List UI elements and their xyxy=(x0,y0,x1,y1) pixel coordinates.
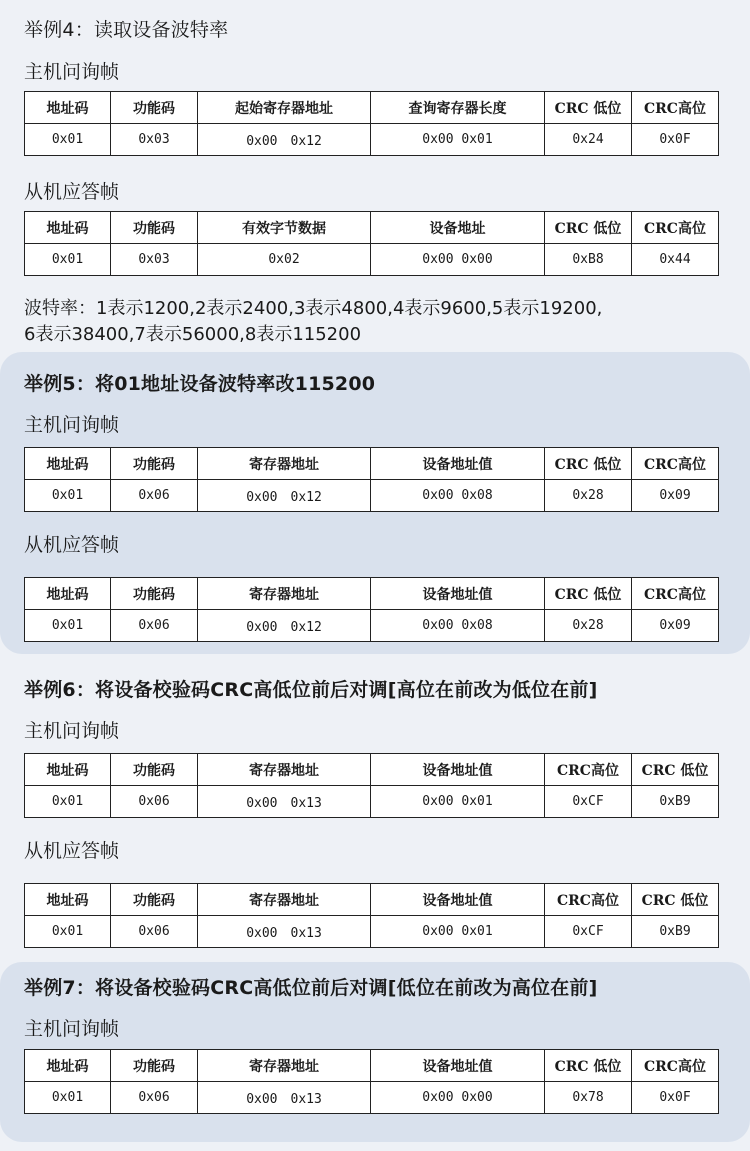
header-cell: 地址码 xyxy=(25,578,111,610)
header-cell: 设备地址值 xyxy=(371,754,545,786)
header-cell: 功能码 xyxy=(111,212,198,244)
table-header-row xyxy=(25,212,719,244)
value-cell: 0x00 0x12 xyxy=(198,124,371,156)
header-cell: CRC高位 xyxy=(632,1050,719,1082)
header-cell: 设备地址值 xyxy=(371,1050,545,1082)
table-row xyxy=(25,1082,719,1114)
table-header-row xyxy=(25,92,719,124)
header-cell: 功能码 xyxy=(111,1050,198,1082)
value-cell: 0x01 xyxy=(25,480,111,512)
value-cell: 0x06 xyxy=(111,610,198,642)
value-cell: 0x02 xyxy=(198,244,371,276)
value-cell: 0x00 0x13 xyxy=(198,786,371,818)
value-cell: 0x00 0x00 xyxy=(371,244,545,276)
header-cell: CRC高位 xyxy=(545,754,632,786)
value-cell: 0x78 xyxy=(545,1082,632,1114)
example6-master-table xyxy=(24,753,719,818)
table-row xyxy=(25,480,719,512)
value-cell: 0x00 0x00 xyxy=(371,1082,545,1114)
value-cell: 0x06 xyxy=(111,480,198,512)
table-row xyxy=(25,916,719,948)
header-cell: CRC 低位 xyxy=(545,578,632,610)
header-cell: CRC 低位 xyxy=(632,754,719,786)
table-header-row xyxy=(25,578,719,610)
value-cell: 0x0F xyxy=(632,1082,719,1114)
value-cell: 0x00 0x01 xyxy=(371,916,545,948)
example4-master-table xyxy=(24,91,719,156)
example5-title: 举例5：将01地址设备波特率改115200 xyxy=(24,373,376,395)
value-cell: 0x00 0x01 xyxy=(371,786,545,818)
value-cell: 0x00 0x08 xyxy=(371,610,545,642)
value-cell: 0x01 xyxy=(25,124,111,156)
value-cell: 0xB9 xyxy=(632,916,719,948)
value-cell: 0x00 0x12 xyxy=(198,480,371,512)
header-cell: 功能码 xyxy=(111,448,198,480)
value-cell: 0x28 xyxy=(545,610,632,642)
table-row xyxy=(25,610,719,642)
header-cell: CRC 低位 xyxy=(545,212,632,244)
table-row xyxy=(25,124,719,156)
example7-master-table xyxy=(24,1049,719,1114)
header-cell: 设备地址 xyxy=(371,212,545,244)
table-row xyxy=(25,786,719,818)
example5-slave-table xyxy=(24,577,719,642)
header-cell: 功能码 xyxy=(111,578,198,610)
value-cell: 0x28 xyxy=(545,480,632,512)
header-cell: 寄存器地址 xyxy=(198,754,371,786)
example4-title: 举例4：读取设备波特率 xyxy=(24,19,229,41)
example4-slave-label: 从机应答帧 xyxy=(24,181,120,203)
value-cell: 0xCF xyxy=(545,786,632,818)
value-cell: 0x0F xyxy=(632,124,719,156)
header-cell: 寄存器地址 xyxy=(198,448,371,480)
example5-master-table xyxy=(24,447,719,512)
header-cell: 地址码 xyxy=(25,92,111,124)
value-cell: 0x00 0x13 xyxy=(198,1082,371,1114)
value-cell: 0x01 xyxy=(25,786,111,818)
header-cell: 地址码 xyxy=(25,884,111,916)
header-cell: CRC高位 xyxy=(632,212,719,244)
example6-slave-table xyxy=(24,883,719,948)
header-cell: CRC高位 xyxy=(632,448,719,480)
example7-title: 举例7：将设备校验码CRC高低位前后对调[低位在前改为高位在前] xyxy=(24,977,598,999)
value-cell: 0x01 xyxy=(25,610,111,642)
example4-slave-table xyxy=(24,211,719,276)
header-cell: 功能码 xyxy=(111,754,198,786)
header-cell: 设备地址值 xyxy=(371,578,545,610)
header-cell: 地址码 xyxy=(25,1050,111,1082)
header-cell: CRC高位 xyxy=(632,578,719,610)
example5-master-label: 主机问询帧 xyxy=(24,414,120,436)
header-cell: CRC 低位 xyxy=(545,1050,632,1082)
value-cell: 0x01 xyxy=(25,244,111,276)
header-cell: 设备地址值 xyxy=(371,884,545,916)
value-cell: 0x06 xyxy=(111,916,198,948)
value-cell: 0x00 0x01 xyxy=(371,124,545,156)
header-cell: 寄存器地址 xyxy=(198,578,371,610)
header-cell: 功能码 xyxy=(111,92,198,124)
baudrate-note-line2: 6表示38400,7表示56000,8表示115200 xyxy=(24,324,362,345)
value-cell: 0x03 xyxy=(111,244,198,276)
value-cell: 0x06 xyxy=(111,786,198,818)
baudrate-note-line1: 波特率：1表示1200,2表示2400,3表示4800,4表示9600,5表示19200, xyxy=(24,298,603,319)
header-cell: CRC 低位 xyxy=(632,884,719,916)
value-cell: 0x01 xyxy=(25,916,111,948)
table-header-row xyxy=(25,754,719,786)
value-cell: 0x00 0x08 xyxy=(371,480,545,512)
value-cell: 0x09 xyxy=(632,480,719,512)
header-cell: 设备地址值 xyxy=(371,448,545,480)
header-cell: 寄存器地址 xyxy=(198,884,371,916)
example4-master-label: 主机问询帧 xyxy=(24,61,120,83)
example6-master-label: 主机问询帧 xyxy=(24,720,120,742)
value-cell: 0xB9 xyxy=(632,786,719,818)
header-cell: CRC高位 xyxy=(545,884,632,916)
header-cell: 查询寄存器长度 xyxy=(371,92,545,124)
example5-slave-label: 从机应答帧 xyxy=(24,534,120,556)
table-header-row xyxy=(25,448,719,480)
value-cell: 0x06 xyxy=(111,1082,198,1114)
header-cell: 功能码 xyxy=(111,884,198,916)
table-header-row xyxy=(25,884,719,916)
header-cell: CRC高位 xyxy=(632,92,719,124)
value-cell: 0x01 xyxy=(25,1082,111,1114)
header-cell: CRC 低位 xyxy=(545,448,632,480)
value-cell: 0x00 0x13 xyxy=(198,916,371,948)
value-cell: 0x24 xyxy=(545,124,632,156)
header-cell: 起始寄存器地址 xyxy=(198,92,371,124)
header-cell: 地址码 xyxy=(25,212,111,244)
header-cell: 寄存器地址 xyxy=(198,1050,371,1082)
value-cell: 0x00 0x12 xyxy=(198,610,371,642)
table-header-row xyxy=(25,1050,719,1082)
header-cell: CRC 低位 xyxy=(545,92,632,124)
table-row xyxy=(25,244,719,276)
header-cell: 地址码 xyxy=(25,448,111,480)
example6-title: 举例6：将设备校验码CRC高低位前后对调[高位在前改为低位在前] xyxy=(24,679,598,701)
header-cell: 地址码 xyxy=(25,754,111,786)
value-cell: 0xCF xyxy=(545,916,632,948)
value-cell: 0x03 xyxy=(111,124,198,156)
example7-master-label: 主机问询帧 xyxy=(24,1018,120,1040)
value-cell: 0x44 xyxy=(632,244,719,276)
value-cell: 0x09 xyxy=(632,610,719,642)
example6-slave-label: 从机应答帧 xyxy=(24,840,120,862)
value-cell: 0xB8 xyxy=(545,244,632,276)
header-cell: 有效字节数据 xyxy=(198,212,371,244)
